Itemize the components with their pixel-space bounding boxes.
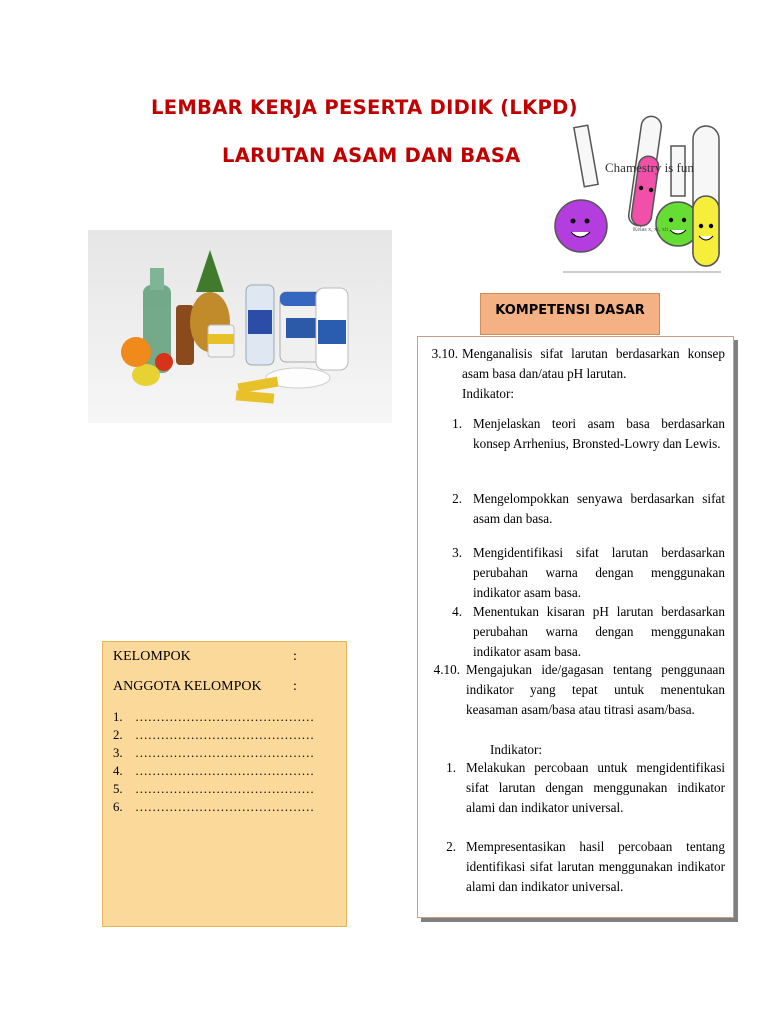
kd1-number: 3.10. [431, 346, 458, 361]
illustration-small-text: Kelas x, xi, xii [633, 227, 669, 233]
chemistry-flasks-illustration [553, 86, 725, 276]
member-line[interactable]: 2. …………………………………… [113, 728, 315, 742]
kd2-text: Mengajukan ide/gagasan tentang penggunaan indikator yang tepat untuk menentukan keasaman asam/basa atau titrasi asam/basa. [466, 662, 725, 717]
kd1-item-1: Menjelaskan teori asam basa berdasarkan konsep Arrhenius, Bronsted-Lowry dan Lewis. [473, 416, 725, 451]
illustration-caption: Chamestry is fun [605, 160, 694, 175]
kd2-indicator-label: Indikator: [490, 742, 543, 757]
kd1-indicator-label: Indikator: [462, 386, 515, 401]
kd1-item-3: Mengidentifikasi sifat larutan berdasarkan perubahan warna dengan menggunakan indikator asam basa. [473, 545, 725, 600]
kd1-item-2-number: 2. [452, 491, 462, 506]
kd2-item-1: Melakukan percobaan untuk mengidentifikasi sifat larutan dengan menggunakan indikator alami dan indikator universal. [466, 760, 725, 815]
kd2-item-2-number: 2. [446, 839, 456, 854]
member-line[interactable]: 3. …………………………………… [113, 746, 315, 760]
kd1-item-4-number: 4. [452, 604, 462, 619]
page-subtitle: LARUTAN ASAM DAN BASA [222, 144, 521, 167]
anggota-label: ANGGOTA KELOMPOK [113, 679, 262, 694]
kd-header: KOMPETENSI DASAR [480, 293, 660, 335]
kd1-item-3-number: 3. [452, 545, 462, 560]
kd1-text: Menganalisis sifat larutan berdasarkan konsep asam basa dan/atau pH larutan. [462, 346, 725, 381]
kelompok-colon: : [293, 649, 297, 664]
kd2-item-1-number: 1. [446, 760, 456, 775]
group-box [102, 641, 347, 927]
kd1-item-2: Mengelompokkan senyawa berdasarkan sifat asam dan basa. [473, 491, 725, 526]
kd2-item-2: Mempresentasikan hasil percobaan tentang identifikasi sifat larutan menggunakan indikator alami dan indikator universal. [466, 839, 725, 894]
member-line[interactable]: 4. …………………………………… [113, 764, 315, 778]
kd2-number: 4.10. [433, 662, 460, 677]
kelompok-label: KELOMPOK [113, 649, 191, 664]
kd-content-box [417, 336, 734, 918]
member-line[interactable]: 6. …………………………………… [113, 800, 315, 814]
kd1-item-1-number: 1. [452, 416, 462, 431]
member-line[interactable]: 1. …………………………………… [113, 710, 315, 724]
member-line[interactable]: 5. …………………………………… [113, 782, 315, 796]
kd1-item-4: Menentukan kisaran pH larutan berdasarkan perubahan warna dengan menggunakan indikator asam basa. [473, 604, 725, 659]
page-title: LEMBAR KERJA PESERTA DIDIK (LKPD) [151, 96, 578, 119]
household-chemicals-photo [88, 230, 392, 423]
anggota-colon: : [293, 679, 297, 694]
